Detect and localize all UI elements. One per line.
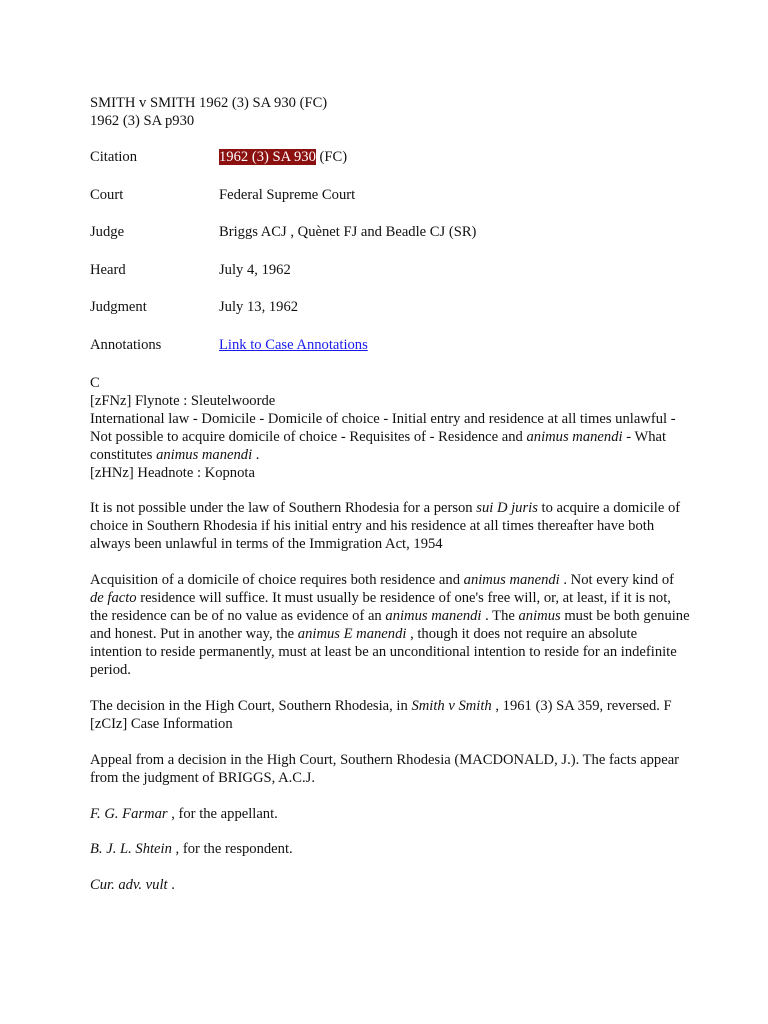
para2-italic-1: animus manendi bbox=[463, 572, 560, 589]
citation-suffix: (FC) bbox=[315, 149, 348, 165]
cur-adv-vult-rest: . bbox=[167, 877, 175, 894]
para2-italic-4: animus bbox=[518, 608, 561, 625]
para3-text-a: The decision in the High Court, Southern Rhodesia, in bbox=[90, 697, 412, 714]
heard-row bbox=[90, 261, 690, 299]
counsel-respondent-role: , for the respondent. bbox=[171, 841, 293, 858]
flynote-heading: [zFNz] Flynote : Sleutelwoorde bbox=[90, 392, 276, 409]
annotations-row bbox=[90, 336, 690, 374]
para2-italic-2: de facto bbox=[90, 590, 137, 607]
judge-row bbox=[90, 223, 690, 261]
headnote-paragraph-2 bbox=[90, 571, 690, 679]
para2-text-e: must be both genuine and honest. Put in another way, the bbox=[90, 608, 690, 643]
judgment-label: Judgment bbox=[90, 299, 147, 316]
headnote-heading: [zHNz] Headnote : Kopnota bbox=[90, 464, 255, 481]
para2-italic-3: animus manendi bbox=[385, 608, 482, 625]
heard-label: Heard bbox=[90, 261, 126, 278]
judgment-value: July 13, 1962 bbox=[219, 299, 299, 316]
document-title: SMITH v SMITH 1962 (3) SA 930 (FC) bbox=[90, 95, 328, 111]
flynote-text-2: - What constitutes bbox=[90, 428, 667, 463]
document-page bbox=[90, 94, 690, 894]
flynote-text-3: . bbox=[252, 446, 260, 463]
annotations-value bbox=[219, 336, 690, 374]
counsel-respondent bbox=[90, 840, 690, 858]
case-information-heading: [zCIz] Case Information bbox=[90, 715, 233, 732]
court-row bbox=[90, 186, 690, 224]
para3-italic: Smith v Smith bbox=[411, 697, 492, 714]
case-annotations-link[interactable]: Link to Case Annotations bbox=[219, 336, 368, 353]
counsel-appellant-name: F. G. Farmar bbox=[90, 805, 168, 822]
para2-text-d: . The bbox=[481, 608, 519, 625]
title-block bbox=[90, 94, 690, 130]
flynote-section bbox=[90, 374, 690, 482]
para2-italic-5: animus E manendi bbox=[297, 626, 407, 643]
headnote-paragraph-3 bbox=[90, 697, 690, 715]
counsel-appellant bbox=[90, 805, 690, 823]
judge-label: Judge bbox=[90, 224, 125, 241]
para2-text-a: Acquisition of a domicile of choice requires both residence and bbox=[90, 572, 464, 589]
page-reference: 1962 (3) SA p930 bbox=[90, 113, 195, 129]
court-label: Court bbox=[90, 186, 124, 203]
court-value: Federal Supreme Court bbox=[219, 186, 356, 203]
citation-value bbox=[219, 148, 690, 186]
para1-text-b: to acquire a domicile of choice in Southern Rhodesia if his initial entry and his residence at all times thereafter have both always been unlawful in terms of the Immigration Act, 1954 bbox=[90, 500, 681, 553]
judge-value: Briggs ACJ , Quènet FJ and Beadle CJ (SR) bbox=[219, 224, 477, 241]
flynote-text bbox=[90, 410, 690, 464]
cur-adv-vult bbox=[90, 876, 690, 894]
para1-italic: sui D juris bbox=[476, 500, 538, 517]
case-information-paragraph: Appeal from a decision in the High Court, Southern Rhodesia (MACDONALD, J.). The facts appear from the judgment of BRIGGS, A.C.J. bbox=[90, 751, 680, 786]
para2-text-c: residence will suffice. It must usually be residence of one's free will, or, at least, if it is not, the residence can be of no value as evidence of an bbox=[90, 590, 671, 625]
flynote-text-1: International law - Domicile - Domicile of choice - Initial entry and residence at all times unlawful - Not possible to acquire domicile of choice - Requisites of - Residence and bbox=[90, 410, 676, 445]
heard-value: July 4, 1962 bbox=[219, 261, 291, 278]
judgment-row bbox=[90, 298, 690, 336]
flynote-italic-2: animus manendi bbox=[156, 446, 253, 463]
flynote-italic-1: animus manendi bbox=[526, 428, 623, 445]
headnote-paragraph-1 bbox=[90, 499, 690, 553]
case-metadata bbox=[90, 148, 690, 374]
para2-text-b: . Not every kind of bbox=[559, 572, 675, 589]
para1-text-a: It is not possible under the law of Southern Rhodesia for a person bbox=[90, 500, 477, 517]
para3-text-b: , 1961 (3) SA 359, reversed. F bbox=[491, 697, 672, 714]
para2-text-f: , though it does not require an absolute intention to reside permanently, must at least be an unconditional intention to reside for an indefinite period. bbox=[90, 626, 677, 679]
citation-highlight: 1962 (3) SA 930 bbox=[219, 149, 316, 165]
citation-row bbox=[90, 148, 690, 186]
counsel-respondent-name: B. J. L. Shtein bbox=[90, 841, 172, 858]
counsel-appellant-role: , for the appellant. bbox=[167, 805, 278, 822]
annotations-label: Annotations bbox=[90, 336, 162, 353]
cur-adv-vult-italic: Cur. adv. vult bbox=[90, 877, 168, 894]
margin-marker-c: C bbox=[90, 374, 100, 391]
citation-label: Citation bbox=[90, 149, 138, 165]
